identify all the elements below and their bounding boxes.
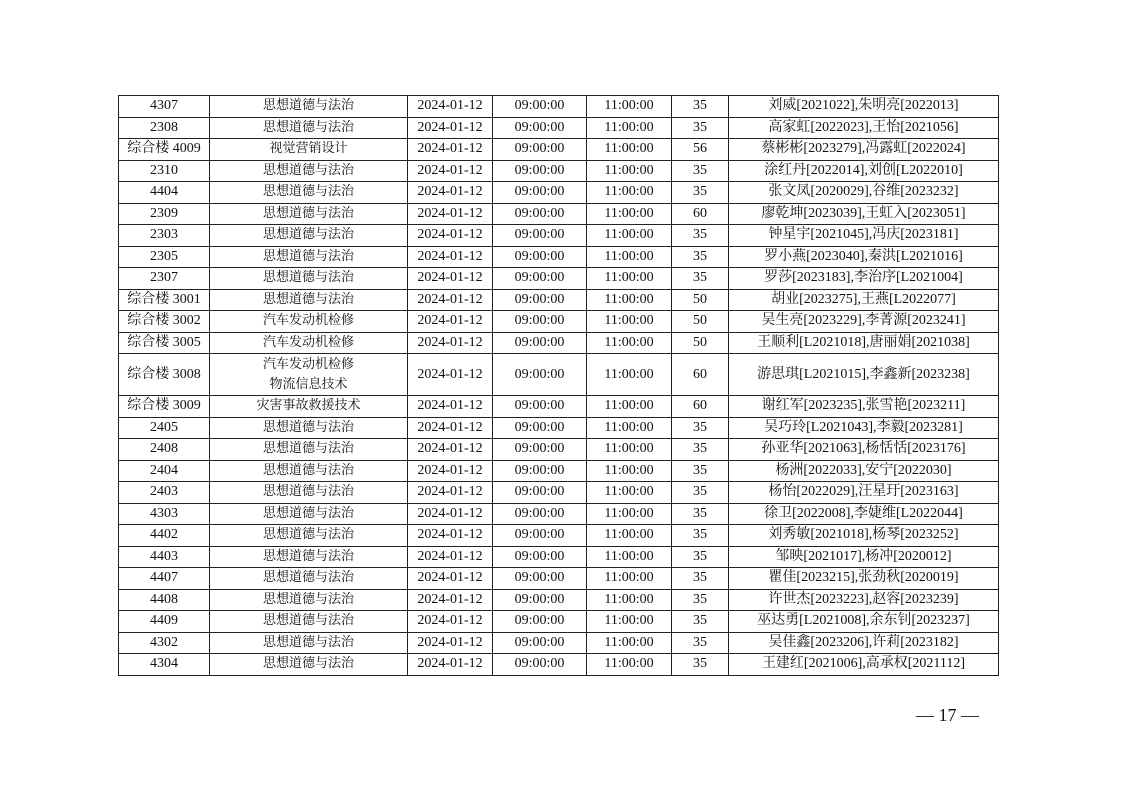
student-count-cell: 35 bbox=[672, 460, 729, 482]
proctors-cell: 许世杰[2023223],赵容[2023239] bbox=[729, 589, 999, 611]
date-cell: 2024-01-12 bbox=[408, 611, 493, 633]
date-cell: 2024-01-12 bbox=[408, 289, 493, 311]
table-row bbox=[119, 139, 999, 161]
proctors-cell: 张文凤[2020029],谷维[2023232] bbox=[729, 182, 999, 204]
student-count-cell: 35 bbox=[672, 439, 729, 461]
subject-line: 思想道德与法治 bbox=[262, 441, 354, 457]
subject-cell bbox=[210, 354, 408, 396]
start-time-cell: 09:00:00 bbox=[493, 439, 587, 461]
table-row bbox=[119, 632, 999, 654]
table-row bbox=[119, 589, 999, 611]
subject-cell bbox=[210, 396, 408, 418]
subject-cell bbox=[210, 589, 408, 611]
exam-schedule-table bbox=[118, 95, 999, 676]
student-count-cell: 50 bbox=[672, 289, 729, 311]
room-cell: 综合楼 3008 bbox=[119, 354, 210, 396]
table-row bbox=[119, 182, 999, 204]
subject-cell bbox=[210, 417, 408, 439]
end-time-cell: 11:00:00 bbox=[587, 160, 672, 182]
end-time-cell: 11:00:00 bbox=[587, 311, 672, 333]
subject-line: 思想道德与法治 bbox=[262, 570, 354, 586]
student-count-cell: 35 bbox=[672, 611, 729, 633]
student-count-cell: 35 bbox=[672, 525, 729, 547]
room-cell: 2308 bbox=[119, 117, 210, 139]
start-time-cell: 09:00:00 bbox=[493, 546, 587, 568]
date-cell: 2024-01-12 bbox=[408, 246, 493, 268]
table-row bbox=[119, 96, 999, 118]
table-row bbox=[119, 396, 999, 418]
student-count-cell: 35 bbox=[672, 589, 729, 611]
table-row bbox=[119, 568, 999, 590]
table-row bbox=[119, 417, 999, 439]
proctors-cell: 吴佳鑫[2023206],许莉[2023182] bbox=[729, 632, 999, 654]
start-time-cell: 09:00:00 bbox=[493, 203, 587, 225]
subject-cell bbox=[210, 311, 408, 333]
subject-cell bbox=[210, 525, 408, 547]
proctors-cell: 谢红军[2023235],张雪艳[2023211] bbox=[729, 396, 999, 418]
subject-cell bbox=[210, 439, 408, 461]
start-time-cell: 09:00:00 bbox=[493, 632, 587, 654]
subject-cell bbox=[210, 225, 408, 247]
start-time-cell: 09:00:00 bbox=[493, 482, 587, 504]
room-cell: 2404 bbox=[119, 460, 210, 482]
subject-line: 思想道德与法治 bbox=[262, 462, 354, 478]
student-count-cell: 35 bbox=[672, 246, 729, 268]
room-cell: 综合楼 4009 bbox=[119, 139, 210, 161]
subject-cell bbox=[210, 503, 408, 525]
end-time-cell: 11:00:00 bbox=[587, 482, 672, 504]
student-count-cell: 35 bbox=[672, 417, 729, 439]
student-count-cell: 35 bbox=[672, 182, 729, 204]
end-time-cell: 11:00:00 bbox=[587, 632, 672, 654]
date-cell: 2024-01-12 bbox=[408, 311, 493, 333]
end-time-cell: 11:00:00 bbox=[587, 182, 672, 204]
student-count-cell: 50 bbox=[672, 311, 729, 333]
subject-line: 思想道德与法治 bbox=[262, 527, 354, 543]
proctors-cell: 涂红丹[2022014],刘创[L2022010] bbox=[729, 160, 999, 182]
proctors-cell: 吴巧玲[L2021043],李毅[2023281] bbox=[729, 417, 999, 439]
end-time-cell: 11:00:00 bbox=[587, 503, 672, 525]
end-time-cell: 11:00:00 bbox=[587, 246, 672, 268]
student-count-cell: 60 bbox=[672, 396, 729, 418]
room-cell: 综合楼 3001 bbox=[119, 289, 210, 311]
subject-line: 思想道德与法治 bbox=[262, 548, 354, 564]
table-row bbox=[119, 311, 999, 333]
student-count-cell: 35 bbox=[672, 160, 729, 182]
subject-line: 思想道德与法治 bbox=[262, 505, 354, 521]
proctors-cell: 王建红[2021006],高承权[2021112] bbox=[729, 654, 999, 676]
room-cell: 4307 bbox=[119, 96, 210, 118]
room-cell: 4403 bbox=[119, 546, 210, 568]
subject-cell bbox=[210, 460, 408, 482]
subject-line: 思想道德与法治 bbox=[262, 591, 354, 607]
start-time-cell: 09:00:00 bbox=[493, 96, 587, 118]
proctors-cell: 高家虹[2022023],王怡[2021056] bbox=[729, 117, 999, 139]
table-row bbox=[119, 117, 999, 139]
start-time-cell: 09:00:00 bbox=[493, 268, 587, 290]
table-row bbox=[119, 503, 999, 525]
start-time-cell: 09:00:00 bbox=[493, 182, 587, 204]
subject-cell bbox=[210, 546, 408, 568]
subject-cell bbox=[210, 482, 408, 504]
student-count-cell: 50 bbox=[672, 332, 729, 354]
start-time-cell: 09:00:00 bbox=[493, 246, 587, 268]
subject-cell bbox=[210, 182, 408, 204]
end-time-cell: 11:00:00 bbox=[587, 268, 672, 290]
subject-line: 思想道德与法治 bbox=[262, 205, 354, 221]
end-time-cell: 11:00:00 bbox=[587, 396, 672, 418]
proctors-cell: 钟星宇[2021045],冯庆[2023181] bbox=[729, 225, 999, 247]
room-cell: 4402 bbox=[119, 525, 210, 547]
student-count-cell: 35 bbox=[672, 546, 729, 568]
subject-cell bbox=[210, 139, 408, 161]
subject-line: 思想道德与法治 bbox=[262, 634, 354, 650]
room-cell: 4409 bbox=[119, 611, 210, 633]
end-time-cell: 11:00:00 bbox=[587, 417, 672, 439]
student-count-cell: 35 bbox=[672, 96, 729, 118]
date-cell: 2024-01-12 bbox=[408, 546, 493, 568]
date-cell: 2024-01-12 bbox=[408, 332, 493, 354]
end-time-cell: 11:00:00 bbox=[587, 439, 672, 461]
subject-cell bbox=[210, 289, 408, 311]
page-number: — 17 — bbox=[916, 705, 979, 725]
subject-cell bbox=[210, 568, 408, 590]
table-row bbox=[119, 332, 999, 354]
room-cell: 2305 bbox=[119, 246, 210, 268]
date-cell: 2024-01-12 bbox=[408, 160, 493, 182]
table-row bbox=[119, 611, 999, 633]
room-cell: 2303 bbox=[119, 225, 210, 247]
subject-cell bbox=[210, 203, 408, 225]
room-cell: 4408 bbox=[119, 589, 210, 611]
room-cell: 2310 bbox=[119, 160, 210, 182]
end-time-cell: 11:00:00 bbox=[587, 546, 672, 568]
subject-line: 思想道德与法治 bbox=[262, 98, 354, 114]
end-time-cell: 11:00:00 bbox=[587, 568, 672, 590]
end-time-cell: 11:00:00 bbox=[587, 203, 672, 225]
start-time-cell: 09:00:00 bbox=[493, 354, 587, 396]
proctors-cell: 孙亚华[2021063],杨恬恬[2023176] bbox=[729, 439, 999, 461]
end-time-cell: 11:00:00 bbox=[587, 225, 672, 247]
student-count-cell: 35 bbox=[672, 268, 729, 290]
table-row bbox=[119, 225, 999, 247]
room-cell: 2408 bbox=[119, 439, 210, 461]
room-cell: 4304 bbox=[119, 654, 210, 676]
date-cell: 2024-01-12 bbox=[408, 525, 493, 547]
room-cell: 2309 bbox=[119, 203, 210, 225]
table-row bbox=[119, 354, 999, 396]
table-row bbox=[119, 246, 999, 268]
end-time-cell: 11:00:00 bbox=[587, 611, 672, 633]
student-count-cell: 56 bbox=[672, 139, 729, 161]
table-row bbox=[119, 482, 999, 504]
subject-line: 思想道德与法治 bbox=[262, 656, 354, 672]
student-count-cell: 60 bbox=[672, 203, 729, 225]
date-cell: 2024-01-12 bbox=[408, 460, 493, 482]
student-count-cell: 35 bbox=[672, 225, 729, 247]
subject-line: 思想道德与法治 bbox=[262, 613, 354, 629]
room-cell: 2403 bbox=[119, 482, 210, 504]
subject-line: 思想道德与法治 bbox=[262, 248, 354, 264]
student-count-cell: 35 bbox=[672, 632, 729, 654]
subject-line: 汽车发动机检修 bbox=[262, 334, 354, 350]
table-body bbox=[119, 96, 999, 676]
date-cell: 2024-01-12 bbox=[408, 96, 493, 118]
student-count-cell: 35 bbox=[672, 568, 729, 590]
subject-cell bbox=[210, 332, 408, 354]
date-cell: 2024-01-12 bbox=[408, 632, 493, 654]
date-cell: 2024-01-12 bbox=[408, 117, 493, 139]
subject-line: 汽车发动机检修 bbox=[262, 313, 354, 329]
proctors-cell: 王顺利[L2021018],唐丽娟[2021038] bbox=[729, 332, 999, 354]
date-cell: 2024-01-12 bbox=[408, 182, 493, 204]
subject-cell bbox=[210, 96, 408, 118]
end-time-cell: 11:00:00 bbox=[587, 117, 672, 139]
date-cell: 2024-01-12 bbox=[408, 503, 493, 525]
subject-cell bbox=[210, 632, 408, 654]
subject-cell bbox=[210, 117, 408, 139]
subject-line: 思想道德与法治 bbox=[262, 484, 354, 500]
end-time-cell: 11:00:00 bbox=[587, 654, 672, 676]
student-count-cell: 35 bbox=[672, 654, 729, 676]
proctors-cell: 游思琪[L2021015],李鑫新[2023238] bbox=[729, 354, 999, 396]
room-cell: 综合楼 3005 bbox=[119, 332, 210, 354]
subject-cell bbox=[210, 268, 408, 290]
room-cell: 综合楼 3009 bbox=[119, 396, 210, 418]
room-cell: 4404 bbox=[119, 182, 210, 204]
date-cell: 2024-01-12 bbox=[408, 439, 493, 461]
date-cell: 2024-01-12 bbox=[408, 268, 493, 290]
start-time-cell: 09:00:00 bbox=[493, 117, 587, 139]
date-cell: 2024-01-12 bbox=[408, 225, 493, 247]
room-cell: 4407 bbox=[119, 568, 210, 590]
student-count-cell: 35 bbox=[672, 482, 729, 504]
table-row bbox=[119, 654, 999, 676]
subject-cell bbox=[210, 611, 408, 633]
date-cell: 2024-01-12 bbox=[408, 482, 493, 504]
proctors-cell: 刘秀敏[2021018],杨琴[2023252] bbox=[729, 525, 999, 547]
start-time-cell: 09:00:00 bbox=[493, 589, 587, 611]
date-cell: 2024-01-12 bbox=[408, 139, 493, 161]
start-time-cell: 09:00:00 bbox=[493, 460, 587, 482]
end-time-cell: 11:00:00 bbox=[587, 289, 672, 311]
proctors-cell: 瞿佳[2023215],张劲秋[2020019] bbox=[729, 568, 999, 590]
end-time-cell: 11:00:00 bbox=[587, 354, 672, 396]
start-time-cell: 09:00:00 bbox=[493, 503, 587, 525]
table-row bbox=[119, 439, 999, 461]
start-time-cell: 09:00:00 bbox=[493, 611, 587, 633]
end-time-cell: 11:00:00 bbox=[587, 96, 672, 118]
start-time-cell: 09:00:00 bbox=[493, 525, 587, 547]
start-time-cell: 09:00:00 bbox=[493, 654, 587, 676]
subject-line: 思想道德与法治 bbox=[262, 184, 354, 200]
start-time-cell: 09:00:00 bbox=[493, 160, 587, 182]
date-cell: 2024-01-12 bbox=[408, 589, 493, 611]
proctors-cell: 杨洲[2022033],安宁[2022030] bbox=[729, 460, 999, 482]
table-row bbox=[119, 160, 999, 182]
start-time-cell: 09:00:00 bbox=[493, 417, 587, 439]
subject-line: 思想道德与法治 bbox=[262, 162, 354, 178]
proctors-cell: 廖乾坤[2023039],王虹入[2023051] bbox=[729, 203, 999, 225]
subject-cell bbox=[210, 160, 408, 182]
proctors-cell: 邹映[2021017],杨冲[2020012] bbox=[729, 546, 999, 568]
end-time-cell: 11:00:00 bbox=[587, 139, 672, 161]
proctors-cell: 巫达勇[L2021008],余东钊[2023237] bbox=[729, 611, 999, 633]
date-cell: 2024-01-12 bbox=[408, 396, 493, 418]
proctors-cell: 罗莎[2023183],李治序[L2021004] bbox=[729, 268, 999, 290]
end-time-cell: 11:00:00 bbox=[587, 460, 672, 482]
start-time-cell: 09:00:00 bbox=[493, 289, 587, 311]
room-cell: 4303 bbox=[119, 503, 210, 525]
proctors-cell: 蔡彬彬[2023279],冯露虹[2022024] bbox=[729, 139, 999, 161]
subject-line: 思想道德与法治 bbox=[262, 270, 354, 286]
date-cell: 2024-01-12 bbox=[408, 654, 493, 676]
table-row bbox=[119, 525, 999, 547]
start-time-cell: 09:00:00 bbox=[493, 225, 587, 247]
student-count-cell: 60 bbox=[672, 354, 729, 396]
table-row bbox=[119, 289, 999, 311]
date-cell: 2024-01-12 bbox=[408, 354, 493, 396]
proctors-cell: 吴生亮[2023229],李菁源[2023241] bbox=[729, 311, 999, 333]
start-time-cell: 09:00:00 bbox=[493, 568, 587, 590]
subject-cell bbox=[210, 654, 408, 676]
table-row bbox=[119, 460, 999, 482]
subject-line: 视觉营销设计 bbox=[269, 141, 348, 157]
room-cell: 4302 bbox=[119, 632, 210, 654]
proctors-cell: 徐卫[2022008],李婕维[L2022044] bbox=[729, 503, 999, 525]
table-row bbox=[119, 546, 999, 568]
start-time-cell: 09:00:00 bbox=[493, 311, 587, 333]
subject-line: 灾害事故救援技术 bbox=[256, 398, 361, 414]
student-count-cell: 35 bbox=[672, 117, 729, 139]
proctors-cell: 刘威[2021022],朱明亮[2022013] bbox=[729, 96, 999, 118]
proctors-cell: 胡业[2023275],王燕[L2022077] bbox=[729, 289, 999, 311]
date-cell: 2024-01-12 bbox=[408, 417, 493, 439]
subject-line: 思想道德与法治 bbox=[262, 419, 354, 435]
date-cell: 2024-01-12 bbox=[408, 203, 493, 225]
student-count-cell: 35 bbox=[672, 503, 729, 525]
start-time-cell: 09:00:00 bbox=[493, 139, 587, 161]
proctors-cell: 罗小燕[2023040],秦洪[L2021016] bbox=[729, 246, 999, 268]
table-row bbox=[119, 268, 999, 290]
end-time-cell: 11:00:00 bbox=[587, 332, 672, 354]
start-time-cell: 09:00:00 bbox=[493, 396, 587, 418]
room-cell: 2405 bbox=[119, 417, 210, 439]
end-time-cell: 11:00:00 bbox=[587, 525, 672, 547]
proctors-cell: 杨怡[2022029],汪星玗[2023163] bbox=[729, 482, 999, 504]
start-time-cell: 09:00:00 bbox=[493, 332, 587, 354]
date-cell: 2024-01-12 bbox=[408, 568, 493, 590]
subject-line: 思想道德与法治 bbox=[262, 291, 354, 307]
subject-line: 思想道德与法治 bbox=[262, 227, 354, 243]
subject-line: 物流信息技术 bbox=[269, 376, 348, 392]
room-cell: 2307 bbox=[119, 268, 210, 290]
subject-line: 思想道德与法治 bbox=[262, 119, 354, 135]
table-row bbox=[119, 203, 999, 225]
subject-cell bbox=[210, 246, 408, 268]
subject-line: 汽车发动机检修 bbox=[262, 356, 354, 372]
room-cell: 综合楼 3002 bbox=[119, 311, 210, 333]
end-time-cell: 11:00:00 bbox=[587, 589, 672, 611]
